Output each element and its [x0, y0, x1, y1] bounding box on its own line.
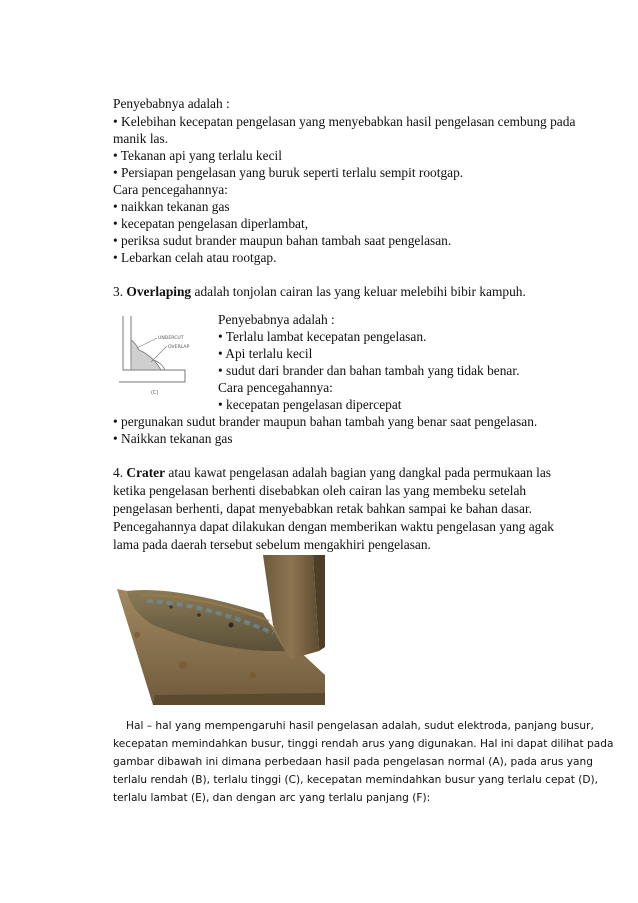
text-line: kecepatan memindahkan busur, tinggi rendah arus yang digunakan. Hal ini dapat dilihat pada: [113, 738, 614, 750]
text-line: Cara pencegahannya:: [218, 380, 333, 395]
text-line: • periksa sudut brander maupun bahan tambah saat pengelasan.: [113, 233, 452, 248]
undercut-label: UNDERCUT: [158, 336, 184, 341]
overlap-diagram: [113, 312, 213, 402]
overlap-heading: [113, 284, 526, 299]
term-crater: Crater: [126, 465, 166, 480]
text-line: pengelasan berhenti, dapat menyebabkan retak bahkan sampai ke bahan dasar.: [113, 501, 533, 516]
term-definition: adalah tonjolan cairan las yang keluar melebihi bibir kampuh.: [194, 284, 526, 299]
text-line: Cara pencegahannya:: [113, 182, 228, 197]
text-line: Hal – hal yang mempengaruhi hasil pengelasan adalah, sudut elektroda, panjang busur,: [126, 720, 594, 732]
text-line: • pergunakan sudut brander maupun bahan tambah yang benar saat pengelasan.: [113, 414, 538, 429]
text-line: • Naikkan tekanan gas: [113, 431, 233, 446]
weld-crater-photo: [113, 555, 325, 705]
text-line: • kecepatan pengelasan diperlambat,: [113, 216, 309, 231]
text-line: gambar dibawah ini dimana perbedaan hasil pada pengelasan normal (A), pada arus yang: [113, 756, 593, 768]
text-line: • Persiapan pengelasan yang buruk seperti terlalu sempit rootgap.: [113, 165, 464, 180]
text-line: Penyebabnya adalah :: [113, 96, 230, 111]
crater-heading: [113, 465, 551, 480]
figure-caption: (C): [151, 390, 159, 396]
text-line: lama pada daerah tersebut sebelum mengakhiri pengelasan.: [113, 537, 431, 552]
text-line: • Api terlalu kecil: [218, 346, 313, 361]
text-line: • Lebarkan celah atau rootgap.: [113, 250, 277, 265]
text-line: manik las.: [113, 131, 169, 146]
overlap-label: OVERLAP: [168, 345, 190, 350]
text-line: • naikkan tekanan gas: [113, 199, 230, 214]
text-line: ketika pengelasan berhenti disebabkan oleh cairan las yang membeku setelah: [113, 483, 527, 498]
text-line: terlalu lambat (E), dan dengan arc yang terlalu panjang (F):: [113, 792, 431, 804]
text-line: Pencegahannya dapat dilakukan dengan memberikan waktu pengelasan yang agak: [113, 519, 554, 534]
crater-text: atau kawat pengelasan adalah bagian yang dangkal pada permukaan las: [168, 465, 552, 480]
text-line: • Terlalu lambat kecepatan pengelasan.: [218, 329, 427, 344]
text-line: • Kelebihan kecepatan pengelasan yang menyebabkan hasil pengelasan cembung pada: [113, 114, 576, 129]
text-line: • Tekanan api yang terlalu kecil: [113, 148, 282, 163]
section-number: 3.: [113, 284, 124, 299]
text-line: terlalu rendah (B), terlalu tinggi (C), kecepatan memindahkan busur yang terlalu cepat (D),: [113, 774, 599, 786]
term-overlaping: Overlaping: [126, 284, 192, 299]
section-number: 4.: [113, 465, 124, 480]
text-line: Penyebabnya adalah :: [218, 312, 335, 327]
text-line: • kecepatan pengelasan dipercepat: [218, 397, 402, 412]
text-line: • sudut dari brander dan bahan tambah yang tidak benar.: [218, 363, 520, 378]
